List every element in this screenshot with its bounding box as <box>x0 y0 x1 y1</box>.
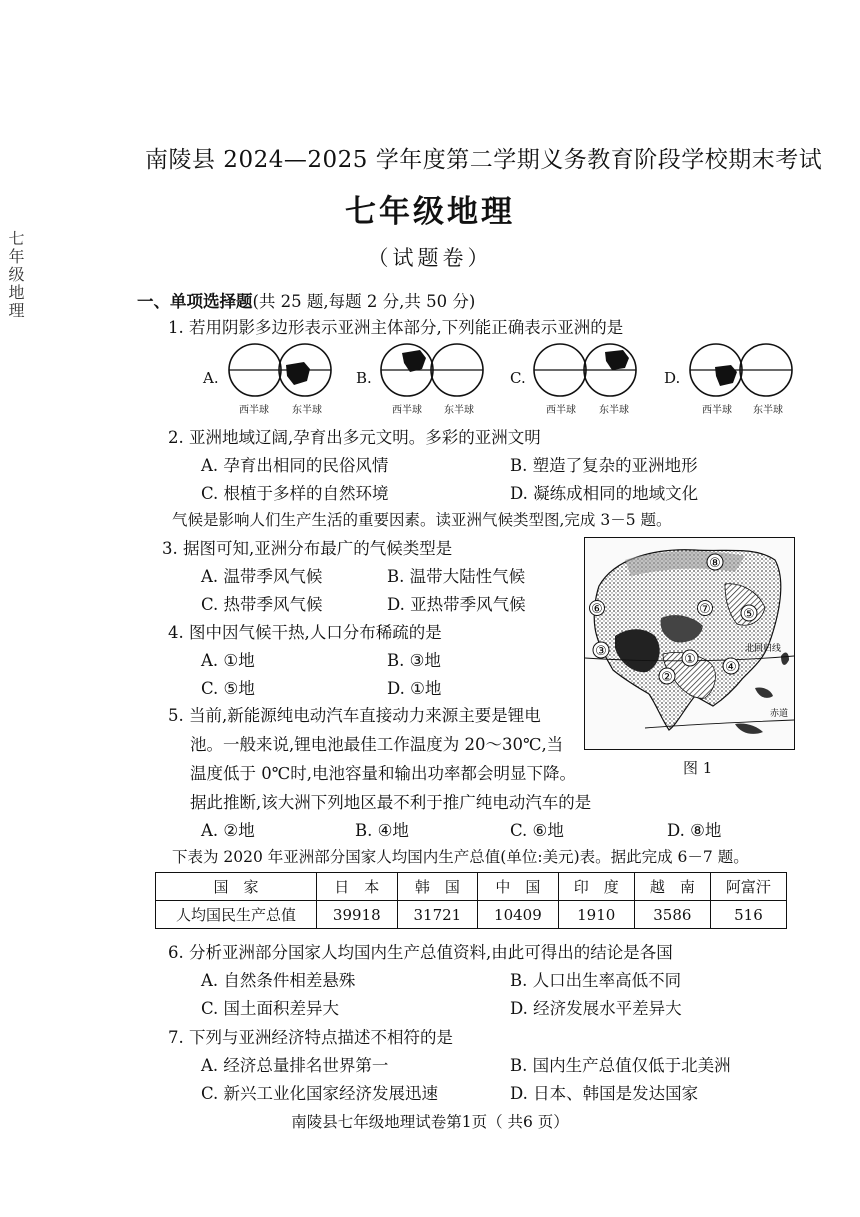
q4-option-a: A. ①地 <box>201 651 255 670</box>
table-header-cell: 中 国 <box>478 873 559 901</box>
table-cell: 31721 <box>397 901 478 929</box>
q2-option-c: C. 根植于多样的自然环境 <box>201 484 389 503</box>
marker-3: ③ <box>595 644 607 659</box>
q7-option-b: B. 国内生产总值仅低于北美洲 <box>510 1056 731 1075</box>
q6-option-a: A. 自然条件相差悬殊 <box>201 971 356 990</box>
table-cell: 3586 <box>634 901 710 929</box>
q7-stem: 7. 下列与亚洲经济特点描述不相符的是 <box>168 1028 453 1047</box>
q3-stem: 3. 据图可知,亚洲分布最广的气候类型是 <box>162 539 453 558</box>
table-cell: 39918 <box>317 901 398 929</box>
asia-climate-map <box>584 537 795 750</box>
section-heading-note: (共 25 题,每题 2 分,共 50 分) <box>252 292 476 311</box>
table-header-cell: 阿富汗 <box>710 873 786 901</box>
q4-stem: 4. 图中因气候干热,人口分布稀疏的是 <box>168 623 442 642</box>
marker-6: ⑥ <box>591 602 603 617</box>
q5-option-a: A. ②地 <box>201 821 255 840</box>
table-cell: 人均国民生产总值 <box>156 901 317 929</box>
marker-5: ⑤ <box>743 607 755 622</box>
q2-stem: 2. 亚洲地域辽阔,孕育出多元文明。多彩的亚洲文明 <box>168 428 541 447</box>
q1-option-b-west-caption: 西半球 <box>392 405 422 416</box>
q5-option-d: D. ⑧地 <box>667 821 722 840</box>
q1-option-a-east-caption: 东半球 <box>292 405 322 416</box>
table-header-cell: 印 度 <box>558 873 634 901</box>
q5-line2: 池。一般来说,锂电池最佳工作温度为 20～30℃,当 <box>190 735 564 754</box>
q5-line1: 5. 当前,新能源纯电动汽车直接动力来源主要是锂电 <box>168 706 541 725</box>
table-header-cell: 韩 国 <box>397 873 478 901</box>
q1-option-b-globes <box>380 343 484 397</box>
marker-9: ① <box>684 652 696 667</box>
subject-title: 七年级地理 <box>345 194 515 230</box>
marker-2: ② <box>661 670 673 685</box>
paper-type: （试题卷） <box>367 246 493 270</box>
q1-option-c-letter: C. <box>510 369 526 387</box>
q1-option-a-west-caption: 西半球 <box>239 405 269 416</box>
tropic-label: 北回归线 <box>744 644 782 654</box>
section-heading-label: 一、单项选择题 <box>137 292 253 311</box>
marker-4: ④ <box>725 660 737 675</box>
table-row <box>156 901 787 929</box>
section-heading <box>137 288 475 312</box>
q7-option-a: A. 经济总量排名世界第一 <box>201 1056 389 1075</box>
table-cell: 10409 <box>478 901 559 929</box>
q5-option-c: C. ⑥地 <box>510 821 564 840</box>
table-header-row <box>156 873 787 901</box>
q3-option-c: C. 热带季风气候 <box>201 595 323 614</box>
q1-option-c-globes <box>533 343 637 397</box>
figure-caption: 图 1 <box>683 759 713 777</box>
table-header-cell: 日 本 <box>317 873 398 901</box>
q4-option-c: C. ⑤地 <box>201 679 255 698</box>
table-header-cell: 国 家 <box>156 873 317 901</box>
marker-7: ⑦ <box>699 602 711 617</box>
q5-line3: 温度低于 0℃时,电池容量和输出功率都会明显下降。 <box>190 764 576 783</box>
q5-option-b: B. ④地 <box>355 821 409 840</box>
q6-stem: 6. 分析亚洲部分国家人均国内生产总值资料,由此可得出的结论是各国 <box>168 943 673 962</box>
marker-8: ⑧ <box>709 556 721 571</box>
q1-stem: 1. 若用阴影多边形表示亚洲主体部分,下列能正确表示亚洲的是 <box>168 318 624 337</box>
intro-3-5: 气候是影响人们生产生活的重要因素。读亚洲气候类型图,完成 3－5 题。 <box>172 511 672 529</box>
table-cell: 516 <box>710 901 786 929</box>
intro-6-7: 下表为 2020 年亚洲部分国家人均国内生产总值(单位:美元)表。据此完成 6－7 题。 <box>172 848 749 866</box>
q3-option-a: A. 温带季风气候 <box>201 567 323 586</box>
q6-option-c: C. 国土面积差异大 <box>201 999 340 1018</box>
q1-option-c-west-caption: 西半球 <box>546 405 576 416</box>
q2-option-d: D. 凝练成相同的地域文化 <box>510 484 699 503</box>
q4-option-d: D. ①地 <box>387 679 442 698</box>
q1-option-b-letter: B. <box>356 369 372 387</box>
q5-line4: 据此推断,该大洲下列地区最不利于推广纯电动汽车的是 <box>190 793 592 812</box>
q1-option-a-globes <box>228 343 332 397</box>
q3-option-b: B. 温带大陆性气候 <box>387 567 526 586</box>
side-label: 七年级地理 <box>6 230 25 320</box>
page-footer: 南陵县七年级地理试卷第1页（ 共6 页） <box>291 1113 569 1131</box>
exam-title: 南陵县 2024—2025 学年度第二学期义务教育阶段学校期末考试 <box>145 147 823 173</box>
table-cell: 1910 <box>558 901 634 929</box>
q6-option-b: B. 人口出生率高低不同 <box>510 971 682 990</box>
q3-option-d: D. 亚热带季风气候 <box>387 595 526 614</box>
q7-option-d: D. 日本、韩国是发达国家 <box>510 1084 699 1103</box>
table-header-cell: 越 南 <box>634 873 710 901</box>
q2-option-a: A. 孕育出相同的民俗风情 <box>201 456 389 475</box>
q1-option-d-east-caption: 东半球 <box>753 405 783 416</box>
q4-option-b: B. ③地 <box>387 651 441 670</box>
q1-option-d-globes <box>689 343 793 397</box>
q6-option-d: D. 经济发展水平差异大 <box>510 999 682 1018</box>
equator-label: 赤道 <box>769 709 789 719</box>
q1-option-d-west-caption: 西半球 <box>702 405 732 416</box>
gdp-table <box>155 872 787 929</box>
q1-option-d-letter: D. <box>664 369 681 387</box>
q7-option-c: C. 新兴工业化国家经济发展迅速 <box>201 1084 439 1103</box>
q1-option-a-letter: A. <box>203 369 219 387</box>
q1-option-c-east-caption: 东半球 <box>599 405 629 416</box>
q1-option-b-east-caption: 东半球 <box>444 405 474 416</box>
q2-option-b: B. 塑造了复杂的亚洲地形 <box>510 456 698 475</box>
